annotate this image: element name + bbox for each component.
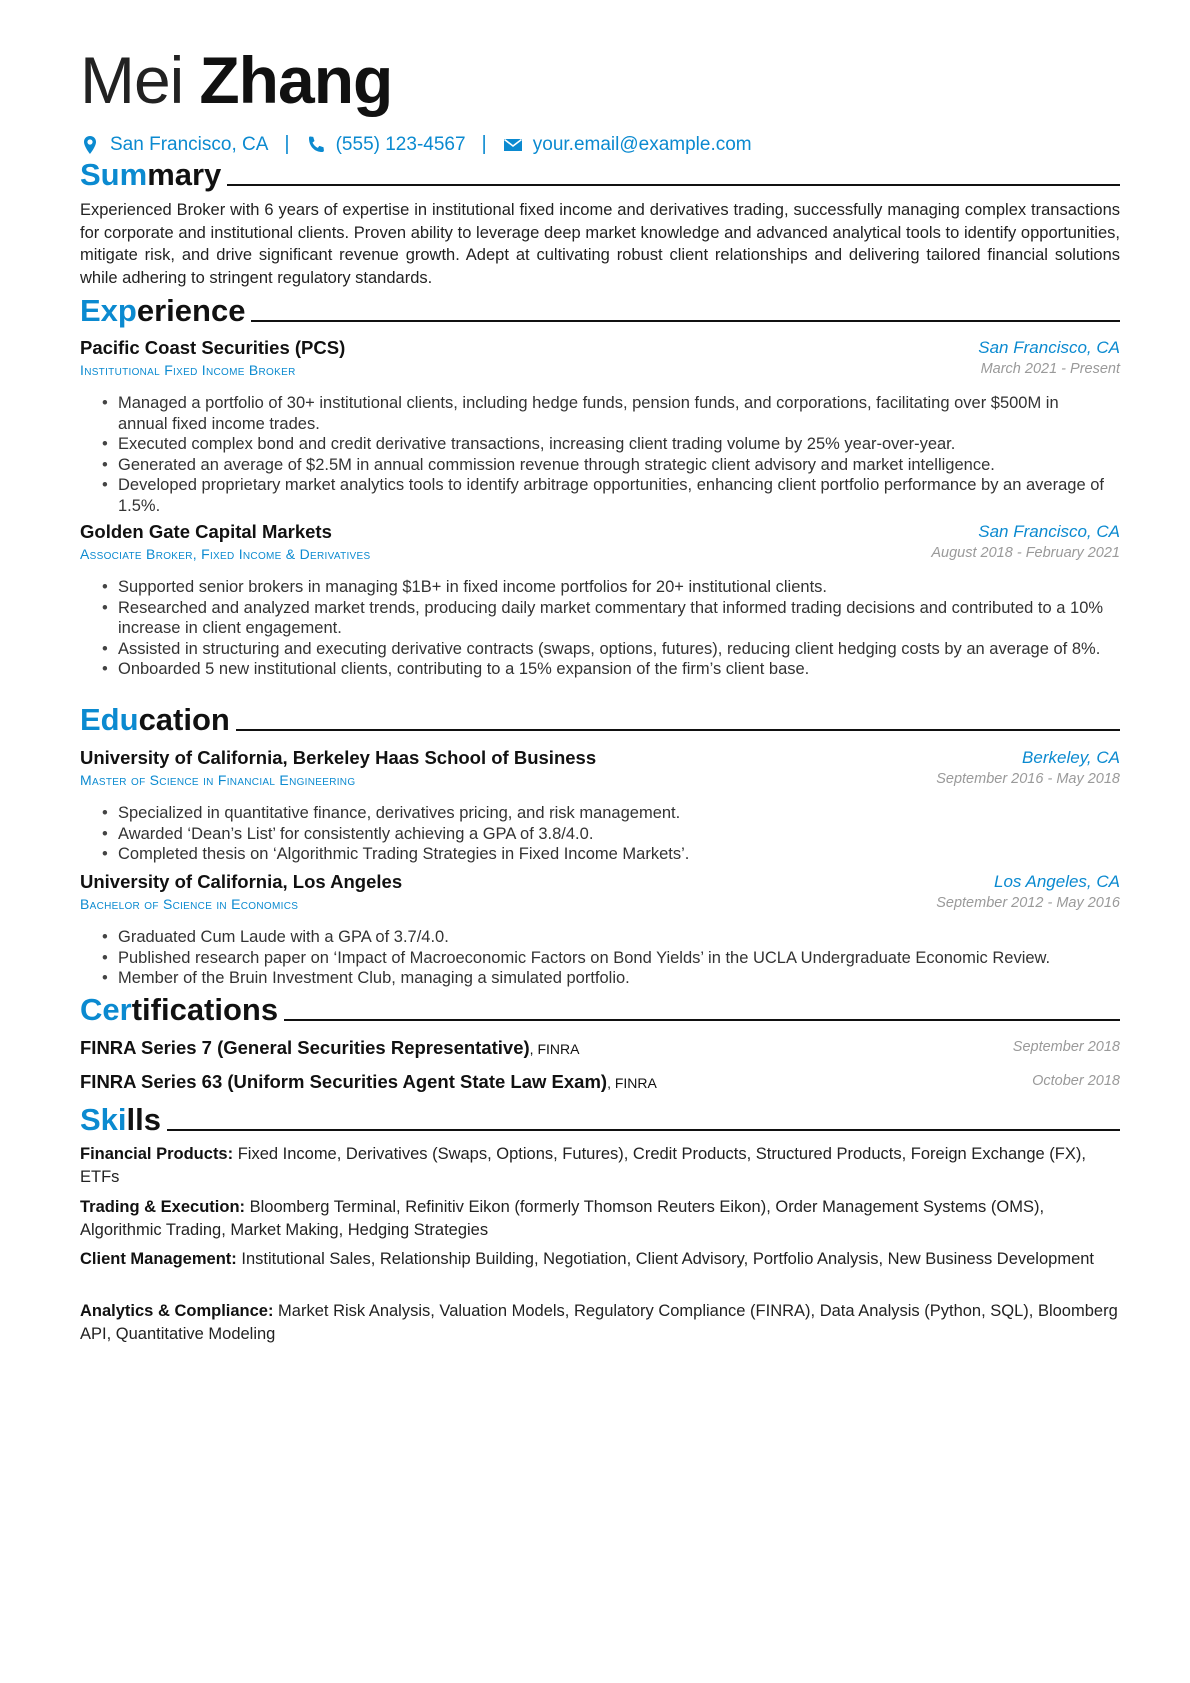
school-name: University of California, Los Angeles	[80, 871, 403, 892]
school-location: Berkeley, CA	[1022, 748, 1120, 767]
last-name: Zhang	[199, 43, 393, 117]
school-dates: September 2016 - May 2018	[936, 771, 1120, 787]
skill-group	[80, 1248, 1120, 1271]
skill-values: Bloomberg Terminal, Refinitiv Eikon (formerly Thomson Reuters Eikon), Order Management Systems (OMS), Algorithmic Trading, Market Making, Hedging Strategies	[80, 1198, 1045, 1239]
section-title: Education	[80, 702, 230, 737]
list-item: • Assisted in structuring and executing derivative contracts (swaps, options, futures), reducing client hedging costs by an average of 8%.	[80, 639, 1120, 660]
company-name: Golden Gate Capital Markets	[80, 521, 332, 542]
list-item: • Onboarded 5 new institutional clients, contributing to a 15% expansion of the firm’s client base.	[80, 659, 1120, 680]
list-item: • Supported senior brokers in managing $1B+ in fixed income portfolios for 20+ institutional clients.	[80, 577, 1120, 598]
location-text: San Francisco, CA	[110, 133, 269, 155]
list-item: • Developed proprietary market analytics tools to identify arbitrage opportunities, enhancing client portfolio performance by an average of 1.5%.	[80, 475, 1120, 516]
email-link[interactable]: your.email@example.com	[532, 133, 752, 155]
certification-date: October 2018	[1032, 1073, 1120, 1089]
job-dates: August 2018 - February 2021	[931, 545, 1120, 561]
skill-values: Fixed Income, Derivatives (Swaps, Options, Futures), Credit Products, Structured Products, Foreign Exchange (FX), ETFs	[80, 1145, 1086, 1186]
list-item: • Awarded ‘Dean’s List’ for consistently achieving a GPA of 3.8/4.0.	[80, 824, 1120, 845]
certification-name: FINRA Series 7 (General Securities Representative), FINRA	[80, 1037, 580, 1058]
list-item: • Researched and analyzed market trends, producing daily market commentary that informed trading decisions and contributed to a 10% increase in client engagement.	[80, 598, 1120, 639]
skill-label: Financial Products:	[80, 1145, 234, 1163]
map-marker-icon	[80, 135, 100, 155]
education-bullets	[80, 803, 1120, 865]
job-role: Institutional Fixed Income Broker	[80, 362, 296, 378]
list-item: • Published research paper on ‘Impact of Macroeconomic Factors on Bond Yields’ in the UCLA Undergraduate Economic Review.	[80, 948, 1120, 969]
company-name: Pacific Coast Securities (PCS)	[80, 337, 346, 358]
list-item: • Executed complex bond and credit derivative transactions, increasing client trading volume by 25% year-over-year.	[80, 434, 1120, 455]
job-bullets	[80, 393, 1120, 516]
contact-location	[80, 134, 268, 156]
school-name: University of California, Berkeley Haas School of Business	[80, 747, 597, 768]
section-divider	[284, 1019, 1120, 1021]
section-divider	[251, 320, 1120, 322]
list-item: • Completed thesis on ‘Algorithmic Trading Strategies in Fixed Income Markets’.	[80, 844, 1120, 865]
job-location: San Francisco, CA	[978, 522, 1120, 541]
summary-heading	[80, 158, 1120, 192]
skill-label: Trading & Execution:	[80, 1198, 246, 1216]
skill-group	[80, 1143, 1120, 1188]
summary-text: Experienced Broker with 6 years of expertise in institutional fixed income and derivatives trading, successfully managing complex transactions for corporate and institutional clients. Proven ability to leverage deep market knowledge and advanced analytical tools to identify opportunities, mitigate risk, and drive significant revenue growth. Adept at cultivating robust client relationships and delivering tailored financial solutions while adhering to stringent regulatory standards.	[80, 201, 1120, 287]
certification-issuer: , FINRA	[529, 1041, 580, 1057]
list-item: • Generated an average of $2.5M in annual commission revenue through strategic client advisory and market intelligence.	[80, 455, 1120, 476]
contact-email[interactable]	[503, 134, 752, 156]
candidate-name	[80, 44, 392, 116]
skill-label: Client Management:	[80, 1250, 237, 1268]
certification-name: FINRA Series 63 (Uniform Securities Agent State Law Exam), FINRA	[80, 1071, 657, 1092]
envelope-icon	[503, 135, 523, 155]
skills-heading	[80, 1103, 1120, 1137]
section-title: Skills	[80, 1102, 161, 1137]
contact-separator: |	[284, 133, 290, 155]
degree: Master of Science in Financial Engineering	[80, 772, 356, 788]
section-title: Experience	[80, 293, 246, 328]
section-divider	[236, 729, 1120, 731]
list-item: • Member of the Bruin Investment Club, managing a simulated portfolio.	[80, 968, 1120, 989]
job-bullets	[80, 577, 1120, 680]
skill-values: Institutional Sales, Relationship Building, Negotiation, Client Advisory, Portfolio Analysis, New Business Development	[236, 1250, 1094, 1268]
section-title: Certifications	[80, 992, 279, 1027]
certification-issuer: , FINRA	[607, 1075, 657, 1091]
school-location: Los Angeles, CA	[994, 872, 1120, 891]
job-role: Associate Broker, Fixed Income & Derivatives	[80, 546, 371, 562]
education-heading	[80, 703, 1120, 737]
contact-separator: |	[481, 133, 487, 155]
skill-group	[80, 1300, 1120, 1345]
experience-heading	[80, 294, 1120, 328]
list-item: • Graduated Cum Laude with a GPA of 3.7/4.0.	[80, 927, 1120, 948]
contact-phone[interactable]	[306, 134, 466, 156]
certification-date: September 2018	[1012, 1039, 1120, 1055]
job-location: San Francisco, CA	[978, 338, 1120, 357]
certifications-heading	[80, 993, 1120, 1027]
skill-group	[80, 1196, 1120, 1241]
phone-text[interactable]: (555) 123-4567	[335, 133, 466, 155]
section-title: Summary	[80, 157, 222, 192]
skill-label: Analytics & Compliance:	[80, 1302, 274, 1320]
degree: Bachelor of Science in Economics	[80, 896, 299, 912]
job-dates: March 2021 - Present	[980, 361, 1120, 377]
skill-values: Market Risk Analysis, Valuation Models, Regulatory Compliance (FINRA), Data Analysis (Python, SQL), Bloomberg API, Quantitative Modeling	[80, 1302, 1118, 1343]
section-divider	[167, 1129, 1120, 1131]
list-item: • Specialized in quantitative finance, derivatives pricing, and risk management.	[80, 803, 1120, 824]
school-dates: September 2012 - May 2016	[936, 895, 1120, 911]
first-name: Mei	[80, 43, 184, 117]
section-divider	[227, 184, 1120, 186]
phone-icon	[306, 135, 326, 155]
contact-bar	[80, 133, 752, 156]
education-bullets	[80, 927, 1120, 989]
list-item: • Managed a portfolio of 30+ institutional clients, including hedge funds, pension funds, and corporations, facilitating over $500M in annual fixed income trades.	[80, 393, 1120, 434]
